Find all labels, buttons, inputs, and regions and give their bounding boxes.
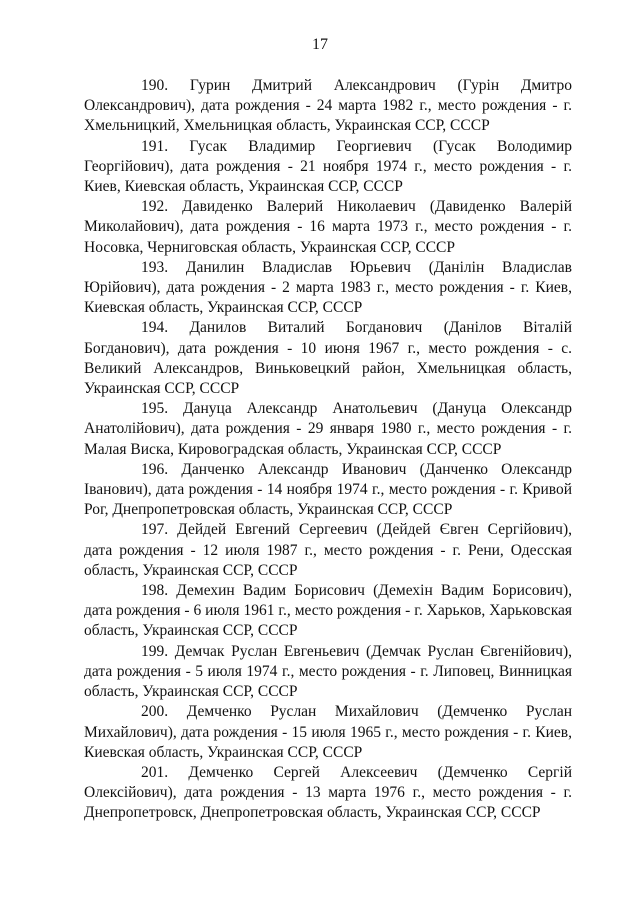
document-body — [84, 76, 572, 824]
list-item-193: 193. Данилин Владислав Юрьевич (Данілін Владислав Юрійович), дата рождения - 2 марта 1983 г., место рождения - г. Киев, Киевская область, Украинская ССР, СССР — [84, 258, 572, 317]
list-item-194: 194. Данилов Виталий Богданович (Данілов Віталій Богданович), дата рождения - 10 июня 1967 г., место рождения - с. Великий Александров, Виньковецкий район, Хмельницкая область, Украинская ССР, СССР — [84, 319, 572, 398]
list-item-197: 197. Дейдей Евгений Сергеевич (Дейдей Євген Сергійович), дата рождения - 12 июля 1987 г., место рождения - г. Рени, Одесская область, Украинская ССР, СССР — [84, 521, 572, 579]
list-item-200: 200. Демченко Руслан Михайлович (Демченко Руслан Михайлович), дата рождения - 15 июля 1965 г., место рождения - г. Киев, Киевская область, Украинская ССР, СССР — [84, 703, 572, 761]
page-number: 17 — [312, 36, 328, 53]
list-item-191: 191. Гусак Владимир Георгиевич (Гусак Володимир Георгійович), дата рождения - 21 ноября 1974 г., место рождения - г. Киев, Киевская область, Украинская ССР, СССР — [84, 137, 572, 196]
list-item-199: 199. Демчак Руслан Евгеньевич (Демчак Руслан Євгенійович), дата рождения - 5 июля 1974 г., место рождения - г. Липовец, Винницкая область, Украинская ССР, СССР — [84, 642, 572, 701]
list-item-195: 195. Дануца Александр Анатольевич (Дануца Олександр Анатолійович), дата рождения - 29 января 1980 г., место рождения - г. Малая Виска, Кировоградская область, Украинская ССР, СССР — [84, 400, 572, 458]
list-item-196: 196. Данченко Александр Иванович (Данченко Олександр Іванович), дата рождения - 14 ноября 1974 г., место рождения - г. Кривой Рог, Днепропетровская область, Украинская ССР, СССР — [84, 460, 572, 519]
list-item-198: 198. Демехин Вадим Борисович (Демехін Вадим Борисович), дата рождения - 6 июля 1961 г., место рождения - г. Харьков, Харьковская область, Украинская ССР, СССР — [84, 582, 572, 640]
list-item-192: 192. Давиденко Валерий Николаевич (Давиденко Валерій Миколайович), дата рождения - 16 марта 1973 г., место рождения - г. Носовка, Черниговская область, Украинская ССР, СССР — [84, 198, 572, 256]
list-item-190: 190. Гурин Дмитрий Александрович (Гурін Дмитро Олександрович), дата рождения - 24 марта 1982 г., место рождения - г. Хмельницкий, Хмельницкая область, Украинская ССР, СССР — [84, 77, 572, 135]
list-item-201: 201. Демченко Сергей Алексеевич (Демченко Сергій Олексійович), дата рождения - 13 марта 1976 г., место рождения - г. Днепропетровск, Днепропетровская область, Украинская ССР, СССР — [84, 763, 572, 822]
